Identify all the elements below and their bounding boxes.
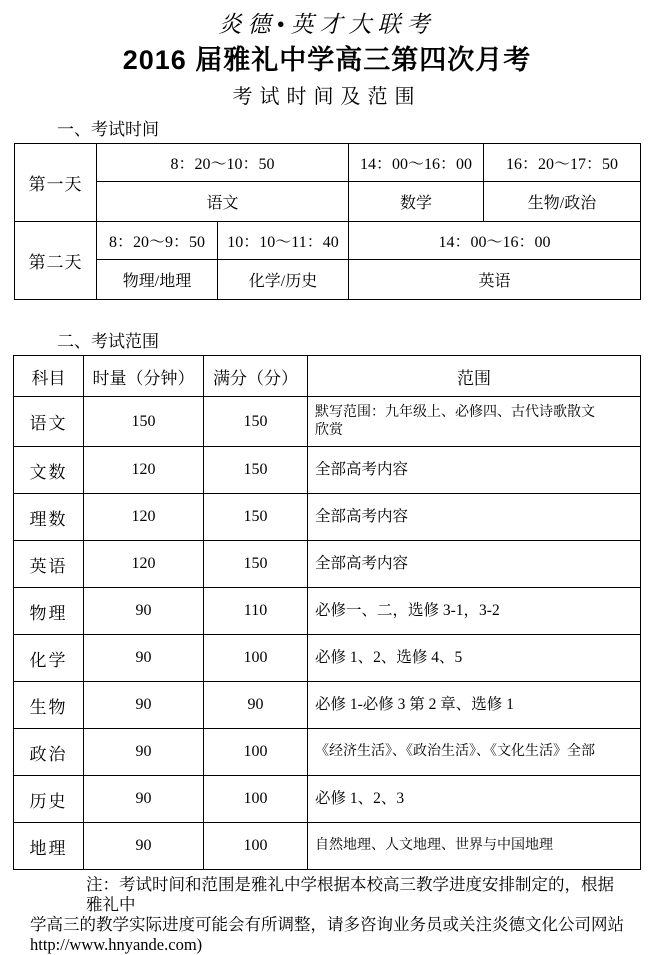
exam-time: 10：10～11：40 [218,222,349,260]
subject-cell: 历史 [14,776,84,823]
section2-label: 二、考试范围 [57,332,159,351]
subject-cell: 理数 [14,494,84,541]
exam-subject: 语文 [97,182,349,222]
exam-time: 14：00～16：00 [349,144,484,182]
exam-scope-table [13,355,641,870]
page-title-sub: 考试时间及范围 [232,86,422,108]
exam-schedule-table [14,143,641,300]
exam-time: 16：20～17：50 [484,144,641,182]
score-cell: 150 [204,397,308,447]
exam-subject: 生物/政治 [484,182,641,222]
scope-column-header: 满分（分） [204,356,308,397]
range-cell: 全部高考内容 [308,541,641,588]
footnote [30,875,630,955]
duration-cell: 90 [84,776,204,823]
score-cell: 100 [204,776,308,823]
subject-cell: 英语 [14,541,84,588]
range-cell: 全部高考内容 [308,494,641,541]
range-cell: 必修一、二，选修 3-1，3-2 [308,588,641,635]
scope-column-header: 范围 [308,356,641,397]
duration-cell: 90 [84,588,204,635]
duration-cell: 120 [84,494,204,541]
footnote-line: 学高三的教学实际进度可能会有所调整，请多咨询业务员或关注炎德文化公司网站 [30,915,624,934]
section1-label: 一、考试时间 [57,120,159,139]
range-cell: 必修 1、2、选修 4、5 [308,635,641,682]
score-cell: 150 [204,541,308,588]
duration-cell: 90 [84,682,204,729]
scope-table-row [14,729,641,776]
subject-cell: 政治 [14,729,84,776]
scope-table-row [14,635,641,682]
score-cell: 150 [204,494,308,541]
range-cell: 必修 1、2、3 [308,776,641,823]
subject-cell: 地理 [14,823,84,870]
scope-table-row [14,447,641,494]
subject-cell: 生物 [14,682,84,729]
page-title-brand: 炎德•英才大联考 [218,12,436,37]
scope-table-row [14,823,641,870]
duration-cell: 90 [84,729,204,776]
score-cell: 90 [204,682,308,729]
score-cell: 100 [204,635,308,682]
exam-subject: 化学/历史 [218,260,349,300]
range-cell: 《经济生活》、《政治生活》、《文化生活》全部 [308,729,641,776]
day-label: 第二天 [15,222,97,300]
range-cell: 全部高考内容 [308,447,641,494]
scope-header-row [14,356,641,397]
scope-table-row [14,541,641,588]
score-cell: 100 [204,729,308,776]
scope-table-row [14,682,641,729]
subject-cell: 物理 [14,588,84,635]
scope-table-row [14,776,641,823]
scope-table-row [14,588,641,635]
range-cell: 必修 1-必修 3 第 2 章、选修 1 [308,682,641,729]
score-cell: 100 [204,823,308,870]
subject-cell: 语文 [14,397,84,447]
exam-schedule-body [15,144,641,300]
exam-time: 8：20～9：50 [97,222,218,260]
duration-cell: 120 [84,541,204,588]
score-cell: 110 [204,588,308,635]
range-cell: 默写范围：九年级上、必修四、古代诗歌散文欣赏 [308,397,641,447]
footnote-line: http://www.hnyande.com) [30,935,203,954]
subject-cell: 化学 [14,635,84,682]
scope-table-row [14,397,641,447]
scope-table-row [14,494,641,541]
duration-cell: 150 [84,397,204,447]
scope-column-header: 科目 [14,356,84,397]
duration-cell: 90 [84,823,204,870]
page-title-main: 2016 届雅礼中学高三第四次月考 [122,45,532,75]
duration-cell: 90 [84,635,204,682]
scope-column-header: 时量（分钟） [84,356,204,397]
footnote-line: 注：考试时间和范围是雅礼中学根据本校高三教学进度安排制定的，根据雅礼中 [86,875,614,914]
exam-time: 14：00～16：00 [349,222,641,260]
exam-subject: 数学 [349,182,484,222]
subject-cell: 文数 [14,447,84,494]
day-label: 第一天 [15,144,97,222]
range-cell: 自然地理、人文地理、世界与中国地理 [308,823,641,870]
exam-time: 8：20～10：50 [97,144,349,182]
exam-subject: 物理/地理 [97,260,218,300]
exam-scope-body [14,397,641,870]
score-cell: 150 [204,447,308,494]
exam-subject: 英语 [349,260,641,300]
duration-cell: 120 [84,447,204,494]
